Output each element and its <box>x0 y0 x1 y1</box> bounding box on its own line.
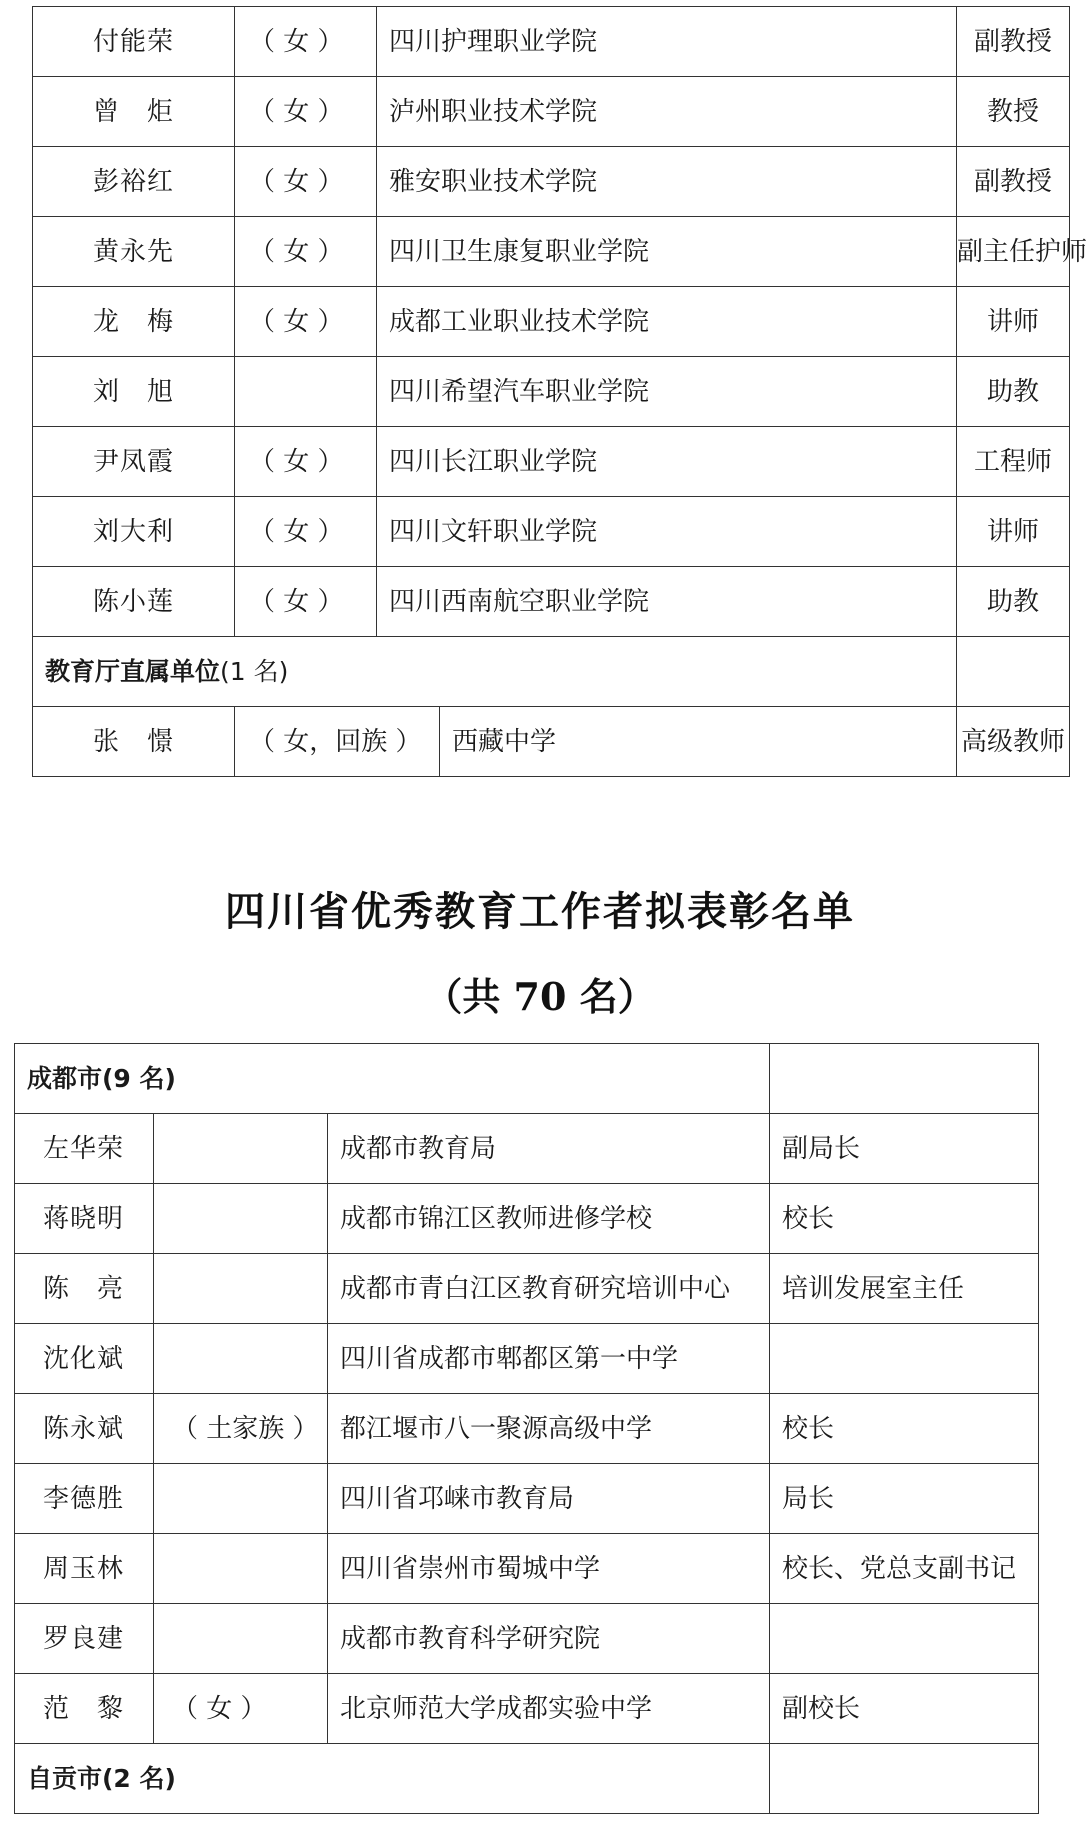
title-cell: 校长 <box>770 1184 1039 1254</box>
title-cell: 副局长 <box>770 1114 1039 1184</box>
name-cell: 刘 旭 <box>33 357 235 427</box>
organization-cell: 四川文轩职业学院 <box>377 497 957 567</box>
table-row <box>33 7 1070 77</box>
organization-cell: 北京师范大学成都实验中学 <box>328 1674 770 1744</box>
table-row <box>33 567 1070 637</box>
note-cell <box>154 1324 328 1394</box>
organization-cell: 成都市青白江区教育研究培训中心 <box>328 1254 770 1324</box>
title-cell: 助教 <box>957 357 1070 427</box>
category-count: (1 名) <box>220 657 289 686</box>
empty-cell <box>957 637 1070 707</box>
name-cell: 蒋晓明 <box>15 1184 154 1254</box>
empty-cell <box>770 1044 1039 1114</box>
name-cell: 李德胜 <box>15 1464 154 1534</box>
title-cell: 讲师 <box>957 497 1070 567</box>
category-row <box>15 1744 1039 1814</box>
title-cell <box>770 1324 1039 1394</box>
organization-cell: 泸州职业技术学院 <box>377 77 957 147</box>
title-cell: 副主任护师 <box>957 217 1070 287</box>
title-cell: 副校长 <box>770 1674 1039 1744</box>
note-cell <box>154 1184 328 1254</box>
name-cell: 周玉林 <box>15 1534 154 1604</box>
title-cell: 培训发展室主任 <box>770 1254 1039 1324</box>
educator-awardee-table <box>14 1043 1039 1814</box>
category-row <box>15 1044 1039 1114</box>
table-row <box>33 77 1070 147</box>
organization-cell: 四川护理职业学院 <box>377 7 957 77</box>
name-cell: 张 憬 <box>33 707 235 777</box>
organization-cell: 都江堰市八一聚源高级中学 <box>328 1394 770 1464</box>
note-cell: （ 女 ） <box>235 497 377 567</box>
title-cell: 讲师 <box>957 287 1070 357</box>
organization-cell: 四川省邛崃市教育局 <box>328 1464 770 1534</box>
name-cell: 曾 炬 <box>33 77 235 147</box>
note-cell: （ 女 ） <box>235 217 377 287</box>
organization-cell: 成都市教育局 <box>328 1114 770 1184</box>
table-row <box>33 497 1070 567</box>
note-cell: （ 女 ） <box>154 1674 328 1744</box>
table-row <box>33 707 1070 777</box>
note-cell <box>154 1534 328 1604</box>
note-cell: （ 土家族 ） <box>154 1394 328 1464</box>
name-cell: 陈永斌 <box>15 1394 154 1464</box>
organization-cell: 四川希望汽车职业学院 <box>377 357 957 427</box>
organization-cell: 四川卫生康复职业学院 <box>377 217 957 287</box>
table-row <box>15 1604 1039 1674</box>
note-cell: （ 女 ） <box>235 77 377 147</box>
organization-cell: 四川省成都市郫都区第一中学 <box>328 1324 770 1394</box>
name-cell: 彭裕红 <box>33 147 235 217</box>
name-cell: 尹凤霞 <box>33 427 235 497</box>
title-cell: 副教授 <box>957 7 1070 77</box>
list-subtitle: （共 70 名） <box>424 974 656 1019</box>
table-row <box>33 147 1070 217</box>
awardee-table-continued <box>32 6 1087 777</box>
table-row <box>33 357 1070 427</box>
name-cell: 龙 梅 <box>33 287 235 357</box>
empty-cell <box>770 1744 1039 1814</box>
name-cell: 罗良建 <box>15 1604 154 1674</box>
title-cell: 局长 <box>770 1464 1039 1534</box>
title-cell: 副教授 <box>957 147 1070 217</box>
table-row <box>15 1394 1039 1464</box>
title-cell: 教授 <box>957 77 1070 147</box>
table-row <box>15 1324 1039 1394</box>
name-cell: 刘大利 <box>33 497 235 567</box>
category-label: 教育厅直属单位 <box>45 657 221 686</box>
note-cell <box>235 357 377 427</box>
list-title: 四川省优秀教育工作者拟表彰名单 <box>225 888 855 935</box>
category-cell <box>33 637 957 707</box>
table-row <box>15 1254 1039 1324</box>
organization-cell: 四川西南航空职业学院 <box>377 567 957 637</box>
name-cell: 左华荣 <box>15 1114 154 1184</box>
note-cell: （ 女 ） <box>235 567 377 637</box>
note-cell: （ 女 ） <box>235 7 377 77</box>
table-row <box>33 287 1070 357</box>
note-cell: （ 女 ） <box>235 427 377 497</box>
name-cell: 黄永先 <box>33 217 235 287</box>
table-row <box>15 1184 1039 1254</box>
table-row <box>15 1114 1039 1184</box>
note-cell <box>154 1254 328 1324</box>
name-cell: 沈化斌 <box>15 1324 154 1394</box>
note-cell: （ 女 ） <box>235 287 377 357</box>
category-cell: 自贡市(2 名) <box>15 1744 770 1814</box>
note-cell <box>154 1604 328 1674</box>
name-cell: 陈小莲 <box>33 567 235 637</box>
title-cell: 工程师 <box>957 427 1070 497</box>
name-cell: 付能荣 <box>33 7 235 77</box>
note-cell: （ 女 ） <box>235 147 377 217</box>
table-row <box>33 217 1070 287</box>
note-cell <box>154 1464 328 1534</box>
organization-cell: 四川长江职业学院 <box>377 427 957 497</box>
table-row <box>15 1464 1039 1534</box>
name-cell: 陈 亮 <box>15 1254 154 1324</box>
organization-cell: 成都工业职业技术学院 <box>377 287 957 357</box>
organization-cell: 成都市锦江区教师进修学校 <box>328 1184 770 1254</box>
note-cell <box>154 1114 328 1184</box>
category-row <box>33 637 1070 707</box>
table-row <box>15 1674 1039 1744</box>
category-cell: 成都市(9 名) <box>15 1044 770 1114</box>
title-cell <box>770 1604 1039 1674</box>
organization-cell: 四川省崇州市蜀城中学 <box>328 1534 770 1604</box>
table-row <box>15 1534 1039 1604</box>
organization-cell: 西藏中学 <box>440 707 957 777</box>
name-cell: 范 黎 <box>15 1674 154 1744</box>
title-cell: 校长 <box>770 1394 1039 1464</box>
note-cell: （ 女，回族 ） <box>235 707 440 777</box>
title-cell: 助教 <box>957 567 1070 637</box>
table-row <box>33 427 1070 497</box>
organization-cell: 雅安职业技术学院 <box>377 147 957 217</box>
title-cell: 高级教师 <box>957 707 1070 777</box>
organization-cell: 成都市教育科学研究院 <box>328 1604 770 1674</box>
title-cell: 校长、党总支副书记 <box>770 1534 1039 1604</box>
